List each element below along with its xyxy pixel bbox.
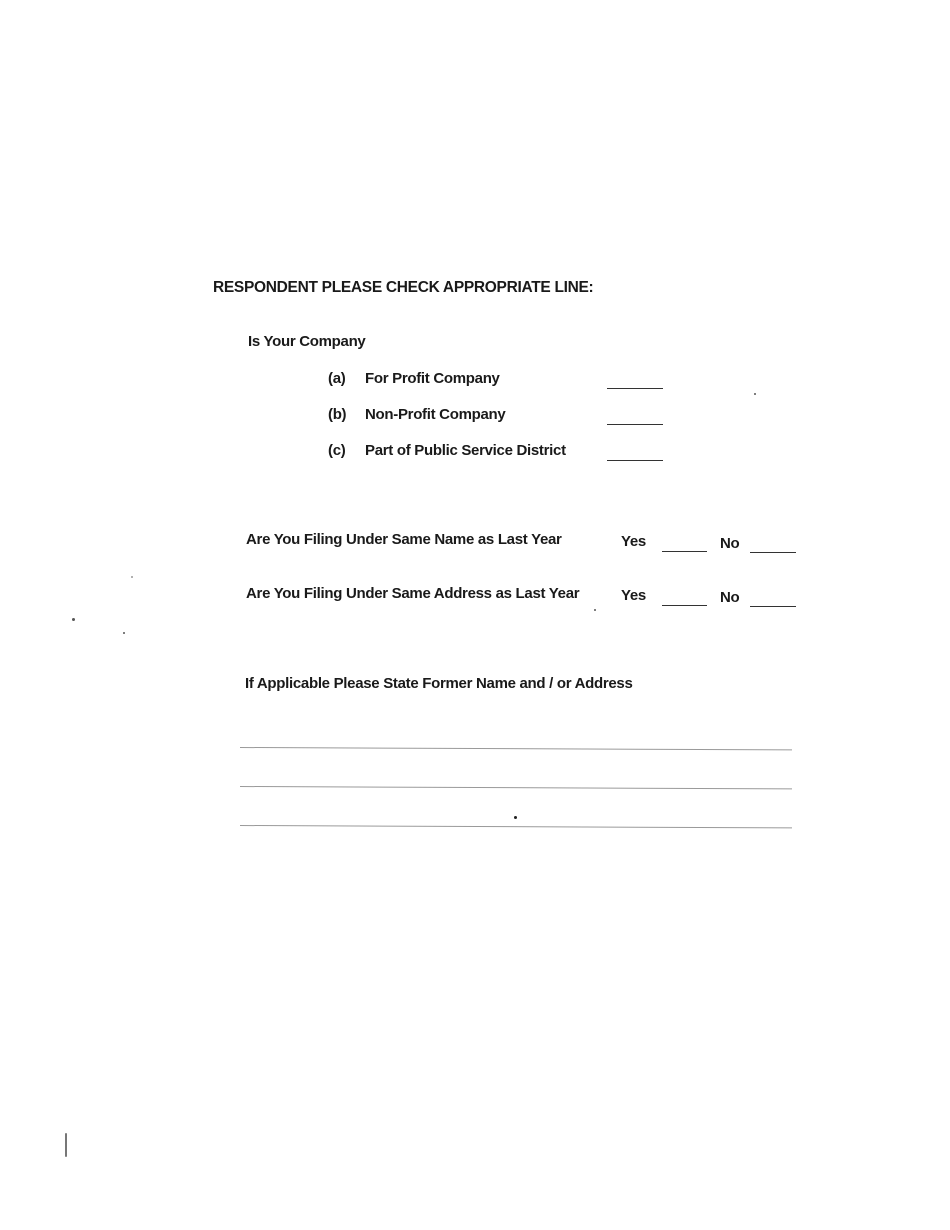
option-letter-a: (a) — [328, 370, 346, 387]
public-service-check-line[interactable] — [607, 460, 663, 461]
same-address-yes-label: Yes — [621, 587, 646, 604]
option-letter-c: (c) — [328, 442, 346, 459]
same-address-yes-line[interactable] — [662, 605, 707, 606]
option-label-non-profit: Non-Profit Company — [365, 406, 506, 423]
scan-speck — [131, 576, 133, 578]
for-profit-check-line[interactable] — [607, 388, 663, 389]
same-name-no-label: No — [720, 535, 740, 552]
scan-mark — [65, 1133, 67, 1157]
scan-speck — [123, 632, 125, 634]
former-answer-line-2[interactable] — [240, 786, 792, 789]
former-answer-line-3[interactable] — [240, 825, 792, 828]
option-label-for-profit: For Profit Company — [365, 370, 500, 387]
same-name-yes-label: Yes — [621, 533, 646, 550]
same-name-yes-line[interactable] — [662, 551, 707, 552]
scan-speck — [514, 816, 517, 819]
option-label-public-service: Part of Public Service District — [365, 442, 566, 459]
same-address-no-label: No — [720, 589, 740, 606]
former-answer-line-1[interactable] — [240, 747, 792, 750]
form-heading: RESPONDENT PLEASE CHECK APPROPRIATE LINE: — [213, 279, 594, 296]
former-name-prompt: If Applicable Please State Former Name and / or Address — [245, 675, 633, 692]
same-address-no-line[interactable] — [750, 606, 796, 607]
same-name-question: Are You Filing Under Same Name as Last Year — [246, 531, 562, 548]
same-name-no-line[interactable] — [750, 552, 796, 553]
non-profit-check-line[interactable] — [607, 424, 663, 425]
same-address-question: Are You Filing Under Same Address as Last Year — [246, 585, 580, 602]
company-question: Is Your Company — [248, 333, 366, 350]
scan-speck — [754, 393, 756, 395]
scan-speck — [594, 609, 596, 611]
scan-speck — [72, 618, 75, 621]
option-letter-b: (b) — [328, 406, 347, 423]
